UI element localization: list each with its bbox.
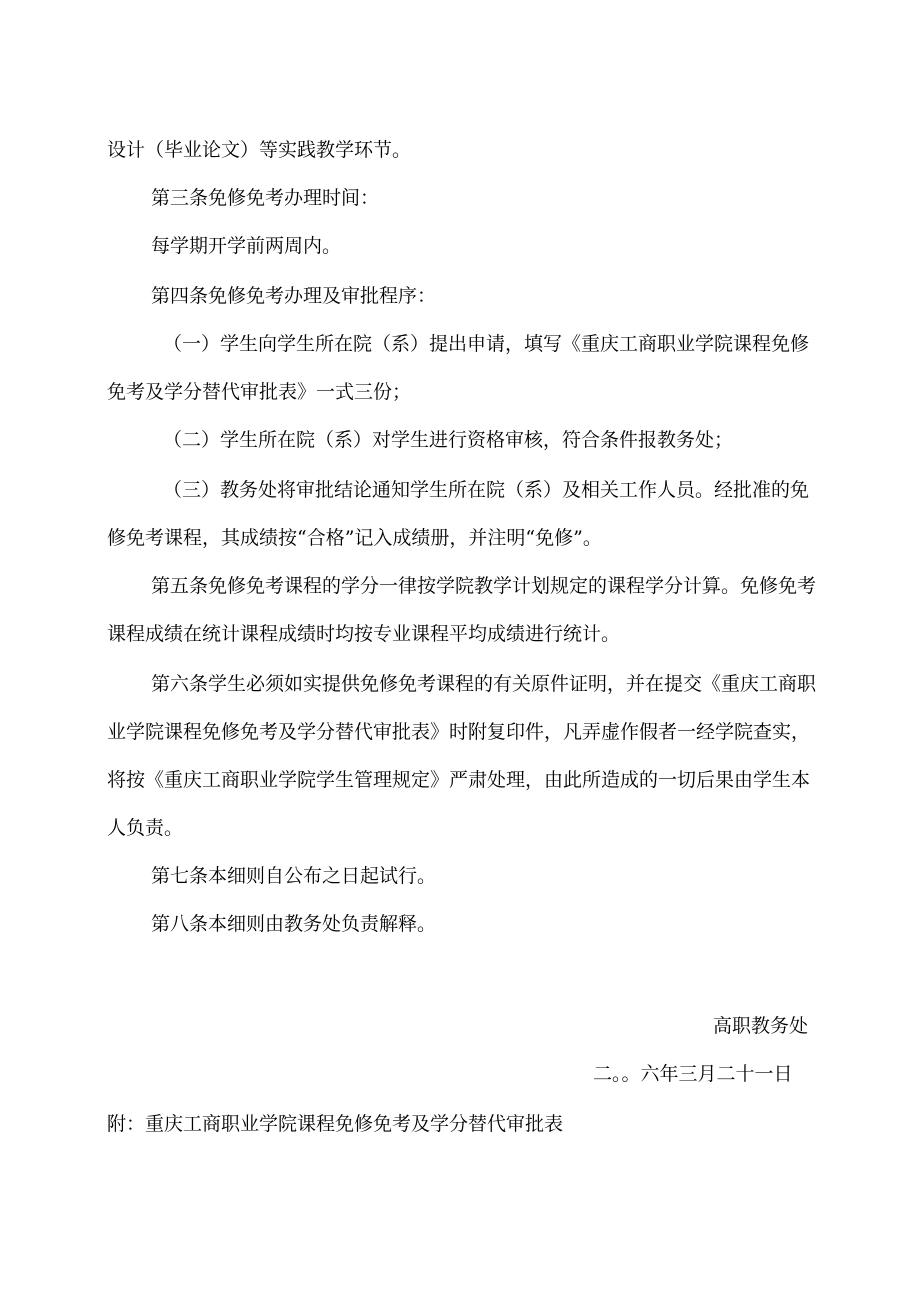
article-6-line: 第六条学生必须如实提供免修免考课程的有关原件证明，并在提交《重庆工商职 bbox=[151, 673, 817, 695]
text-line: 人负责。 bbox=[107, 817, 184, 839]
text-line: 将按《重庆工商职业学院学生管理规定》严肃处理，由此所造成的一切后果由学生本 bbox=[107, 769, 811, 791]
text-line: （二）学生所在院（系）对学生进行资格审核，符合条件报教务处； bbox=[163, 429, 734, 451]
article-7-line: 第七条本细则自公布之日起试行。 bbox=[151, 865, 437, 887]
signature-office: 高职教务处 bbox=[713, 1015, 809, 1037]
text-line: 修免考课程，其成绩按“合格”记入成绩册，并注明“免修”。 bbox=[107, 527, 602, 549]
text-line: （三）教务处将审批结论通知学生所在院（系）及相关工作人员。经批准的免 bbox=[163, 479, 810, 501]
article-4-heading: 第四条免修免考办理及审批程序： bbox=[151, 285, 437, 307]
article-8-line: 第八条本细则由教务处负责解释。 bbox=[151, 913, 437, 935]
attachment-note: 附：重庆工商职业学院课程免修免考及学分替代审批表 bbox=[107, 1113, 564, 1135]
text-line: （一）学生向学生所在院（系）提出申请，填写《重庆工商职业学院课程免修 bbox=[163, 333, 810, 355]
text-line: 设计（毕业论文）等实践教学环节。 bbox=[107, 139, 412, 161]
article-3-heading: 第三条免修免考办理时间： bbox=[151, 187, 380, 209]
text-line: 课程成绩在统计课程成绩时均按专业课程平均成绩进行统计。 bbox=[107, 623, 621, 645]
article-5-line: 第五条免修免考课程的学分一律按学院教学计划规定的课程学分计算。免修免考 bbox=[151, 575, 817, 597]
signature-date: 二。。六年三月二十一日 bbox=[593, 1063, 793, 1085]
text-line: 每学期开学前两周内。 bbox=[151, 235, 342, 257]
text-line: 免考及学分替代审批表》一式三份； bbox=[107, 381, 412, 403]
text-line: 业学院课程免修免考及学分替代审批表》时附复印件，凡弄虚作假者一经学院查实， bbox=[107, 721, 811, 743]
